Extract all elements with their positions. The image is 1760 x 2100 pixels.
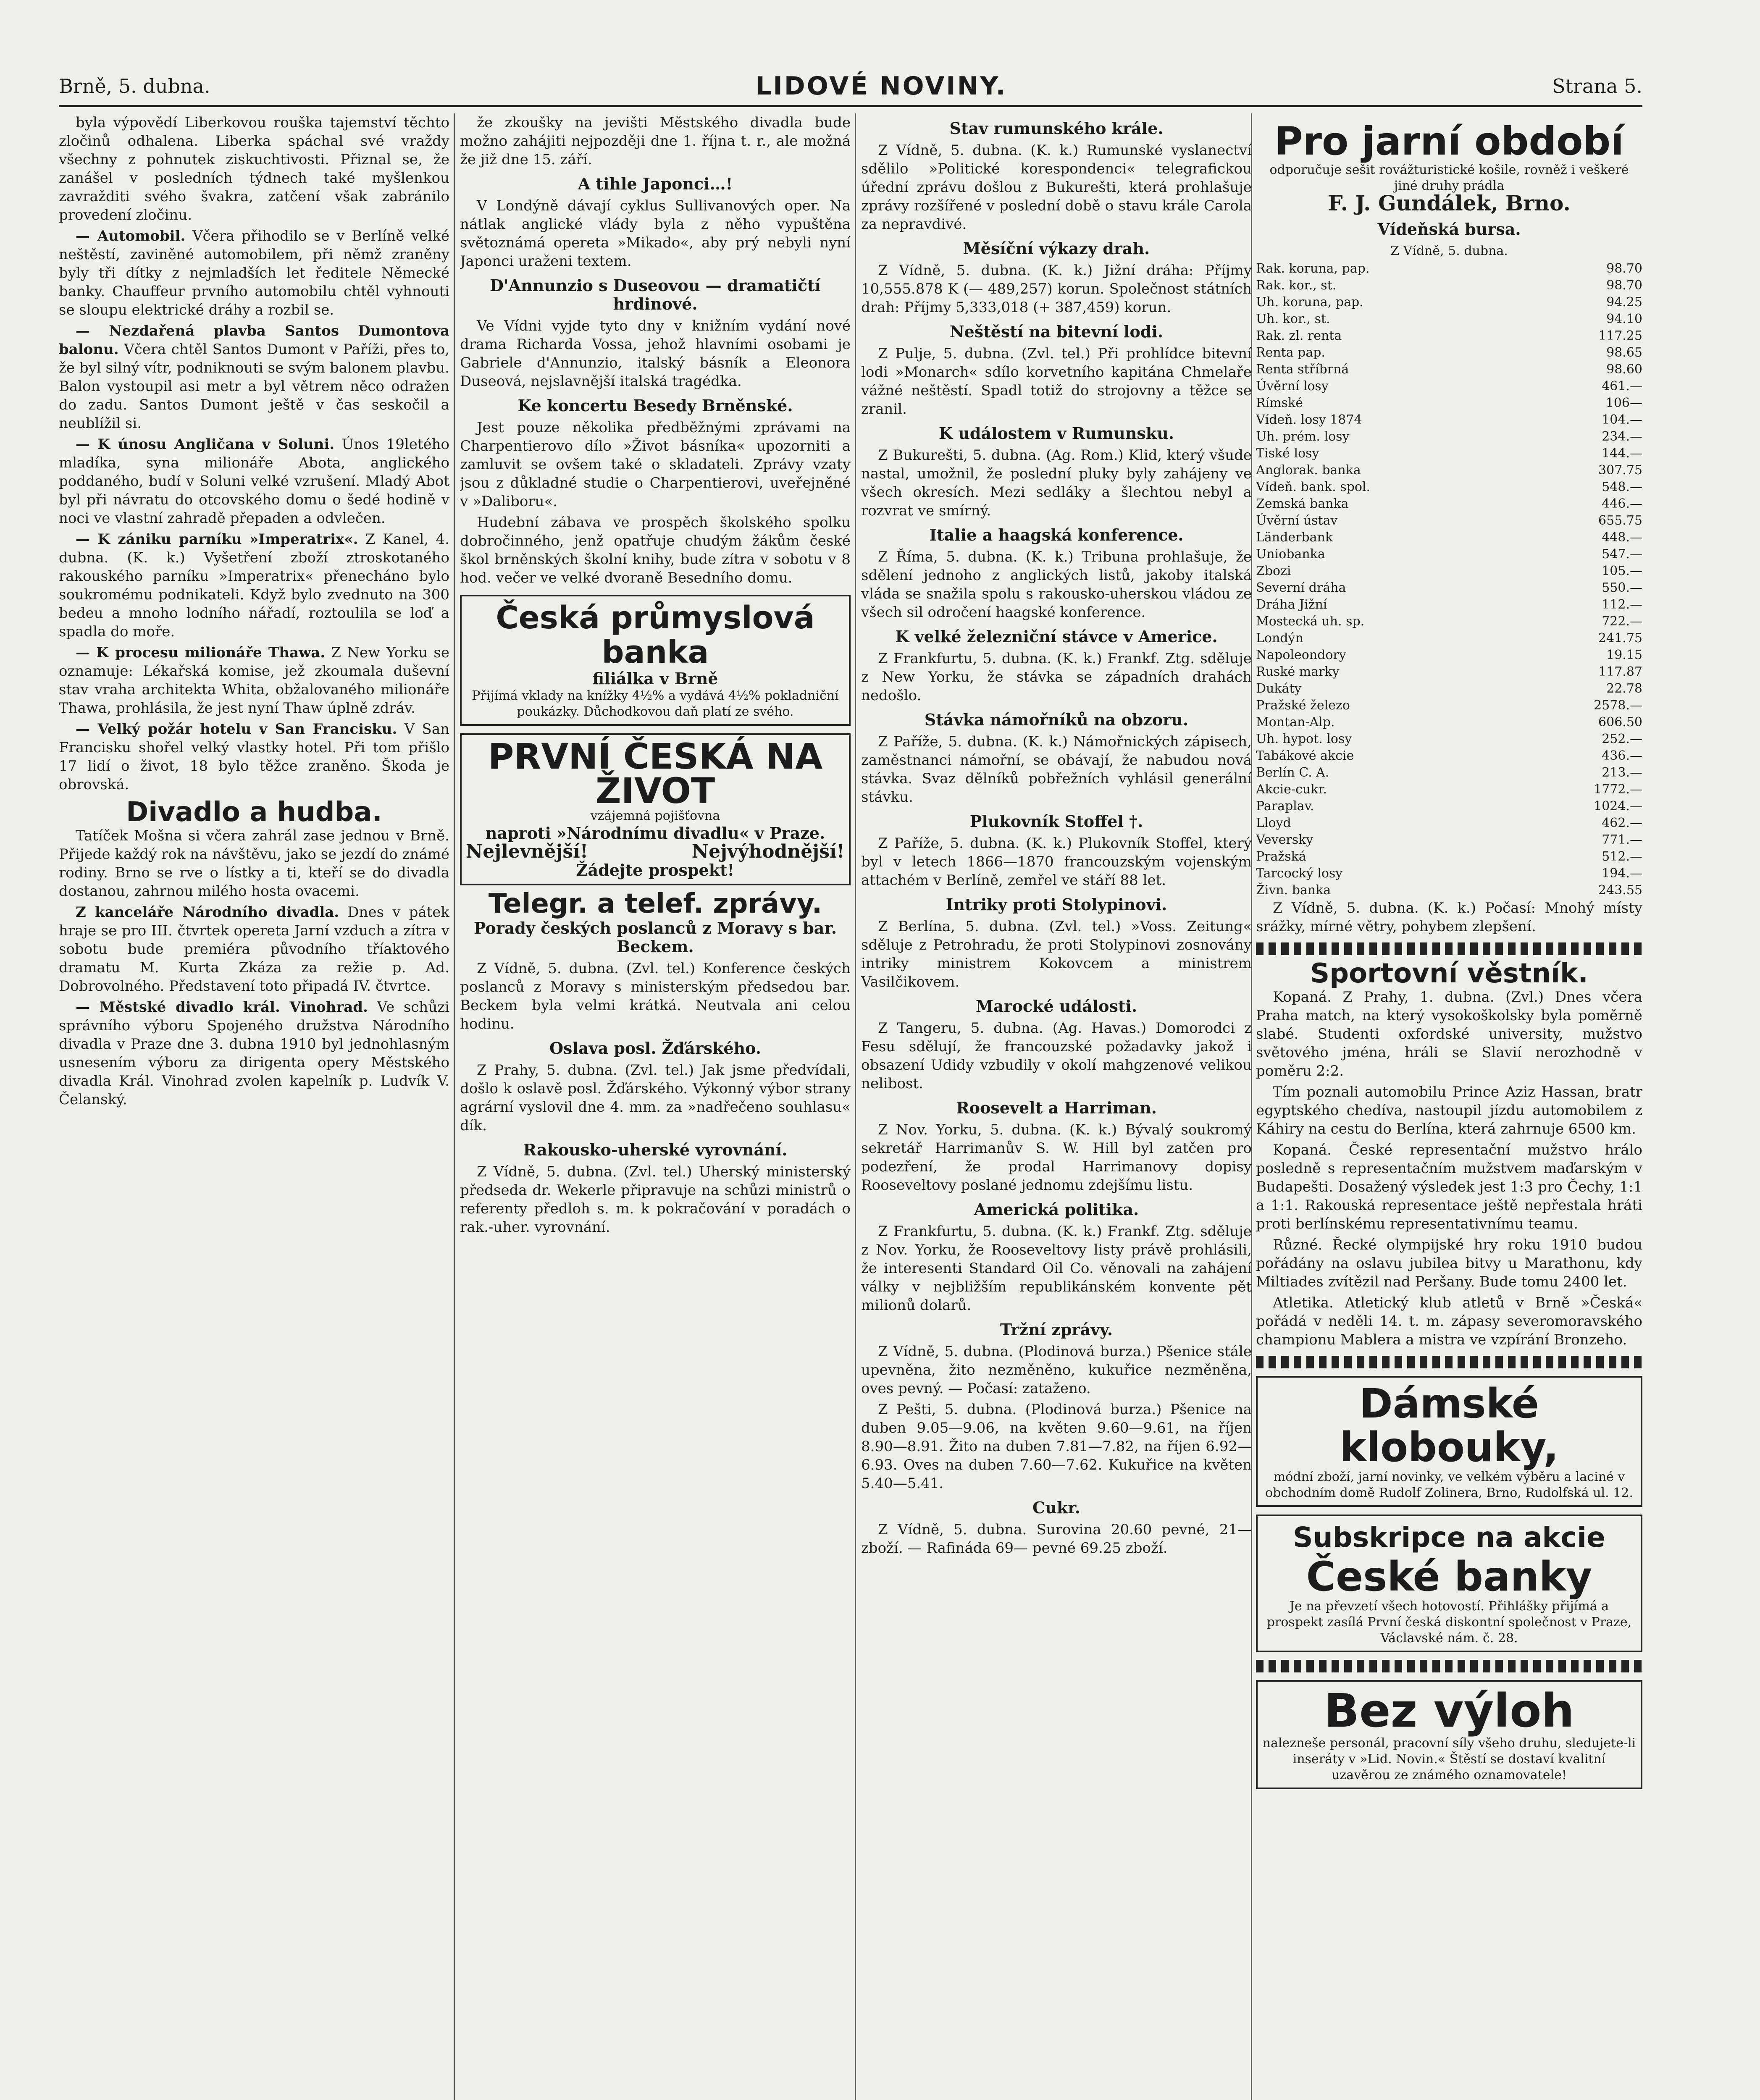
article-heading: — Velký požár hotelu v San Francisku. [76, 721, 397, 738]
bourse-value: 234.— [1602, 429, 1642, 444]
bourse-item: Vídeň. bank. spol. [1256, 480, 1371, 494]
bourse-row [1256, 647, 1642, 664]
section-heading: Sportovní věstník. [1310, 958, 1588, 989]
ad-title: Pro jarní období [1274, 119, 1624, 164]
article-text: Z Pešti, 5. dubna. (Plodinová burza.) Pšenice na duben 9.05—9.06, na květen 9.60—9.61, na říjen 8.90—8.91. Žito na duben 7.81—7.82, na říjen 6.92—6.93. Oves na duben 7.60—7.62. Kukuřice na květen 5.40—5.41. [861, 1401, 1252, 1492]
ad-subtitle: České banky [1306, 1553, 1592, 1600]
bourse-value: 22.78 [1606, 681, 1642, 696]
bourse-value: 547.— [1602, 547, 1642, 562]
bourse-value: 550.— [1602, 580, 1642, 595]
bourse-item: Uh. prém. losy [1256, 429, 1350, 444]
article-text: byla výpovědí Liberkovou rouška tajemství těchto zločinů odhalena. Liberka spáchal své vraždy všechny z pohnutek ziskuchtivosti. Přiznal se, že zanášel v posledních týdnech také myšlenkou zavražditi svého švakra, zatčení však zabránilo provedení zločinu. [59, 114, 449, 223]
article-heading: — K procesu milionáře Thawa. [76, 644, 326, 661]
article-text: V Londýně dávají cyklus Sullivanových oper. Na nátlak anglické vlády byla z něho vypuštěna světoznámá opereta »Mikado«, aby prý nebyli nyní Japonci uraženi textem. [460, 197, 851, 270]
article-heading: Roosevelt a Harriman. [956, 1098, 1157, 1117]
bourse-value: 98.70 [1606, 261, 1642, 276]
article-text: Včera chtěl Santos Dumont v Paříži, přes to, že byl silný vítr, podniknouti se svým balonem plavbu. Balon vystoupil asi metr a byl větrem něco odražen do zadu. Santos Dumont ještě v čas seskočil a neublížil si. [59, 341, 449, 432]
article-text: Z Tangeru, 5. dubna. (Ag. Havas.) Domorodci z Fesu sdělují, že francouzské požadavky jakož i obsazení Udidy vzbudily v okolí mahgzenové velikou nelibost. [861, 1020, 1252, 1092]
bourse-value: 117.87 [1598, 664, 1642, 679]
article-text: Z Pulje, 5. dubna. (Zvl. tel.) Při prohlídce bitevní lodi »Monarch« sdílo korvetního kapitána Chmelaře vážné neštěstí. Spadl totiž do strojovny a těžce se zranil. [861, 345, 1252, 417]
article-text: Z Kanel, 4. dubna. (K. k.) Vyšetření zboží ztroskotaného rakouského parníku »Imperatrix« přenecháno bylo soukromému podnikateli. Když bylo zvednuto na 300 bedeu a mnoho lodního nářadí, roztoulila se loď a spadla do moře. [59, 531, 449, 640]
advertisement-classifieds [1256, 1680, 1642, 1789]
bourse-value: 771.— [1602, 832, 1642, 847]
article-text: Kopaná. Z Prahy, 1. dubna. (Zvl.) Dnes včera Praha match, na který vysokoškolsky byla poměrně slabé. Studenti oxfordské university, mužstvo světového jména, hráli se Slavií nerozhodně v poměru 2:2. [1256, 989, 1642, 1079]
article-heading: Rakousko-uherské vyrovnání. [523, 1140, 788, 1159]
ad-subtitle: vzájemná pojišťovna [590, 808, 720, 823]
bourse-item: Zemská banka [1256, 496, 1349, 511]
bourse-value: 104.— [1602, 412, 1642, 427]
bourse-value: 19.15 [1606, 648, 1642, 662]
bourse-row [1256, 378, 1642, 395]
article-heading: Stávka námořníků na obzoru. [924, 710, 1189, 729]
article-heading: Z kanceláře Národního divadla. [76, 904, 339, 921]
bourse-item: Länderbank [1256, 530, 1333, 545]
bourse-value: 243.55 [1598, 883, 1642, 898]
bourse-row [1256, 479, 1642, 496]
ad-text: Přijímá vklady na knížky 4½% a vydává 4½% pokladniční poukázky. Důchodkovou daň platí ze svého. [472, 688, 839, 719]
bourse-value: 436.— [1602, 748, 1642, 763]
bourse-item: Tabákové akcie [1256, 748, 1354, 763]
ad-subtitle: filiálka v Brně [592, 669, 718, 688]
article-heading: — K zániku parníku »Imperatrix«. [76, 531, 358, 548]
column-rule [454, 113, 455, 2100]
article-heading: — Městské divadlo král. Vinohrad. [76, 999, 368, 1016]
article-text: Tím poznali automobilu Prince Aziz Hassan, bratr egyptského chedíva, nastoupil jízdu automobilem z Káhiry na cestu do Berlína, která zahrnuje 6500 km. [1256, 1084, 1642, 1137]
bourse-value: 2578.— [1594, 698, 1642, 713]
bourse-row [1256, 680, 1642, 697]
bourse-value: 252.— [1602, 732, 1642, 746]
bourse-item: Uh. koruna, pap. [1256, 295, 1363, 310]
bourse-value: 144.— [1602, 446, 1642, 461]
weather-report: Z Vídně, 5. dubna. (K. k.) Počasí: Mnohý místy srážky, mírné větry, pohybem zlepšení. [1256, 900, 1642, 935]
bourse-item: Mostecká uh. sp. [1256, 614, 1365, 629]
bourse-item: Pražská [1256, 849, 1306, 864]
bourse-value: 98.60 [1606, 362, 1642, 377]
bourse-item: Rímské [1256, 396, 1303, 410]
article-text: Z Frankfurtu, 5. dubna. (K. k.) Frankf. Ztg. sděluje z New Yorku, že stávka se západních drahách nedošlo. [861, 650, 1252, 704]
bourse-row [1256, 344, 1642, 361]
advertisement-insurance [460, 733, 851, 885]
bourse-item: Lloyd [1256, 816, 1291, 830]
bourse-value: 194.— [1602, 866, 1642, 881]
article-text: Z Prahy, 5. dubna. (Zvl. tel.) Jak jsme předvídali, došlo k oslavě posl. Žďárského. Výkonný výbor strany agrární vyslovil dne 4. mm. za »nadřečeno souhlasu« dík. [460, 1062, 851, 1134]
article-heading: Neštěstí na bitevní lodi. [949, 322, 1164, 341]
article-text: Z Vídně, 5. dubna. (Plodinová burza.) Pšenice stále upevněna, žito nezměněno, kukuřice nezměněna, oves pevný. — Počasí: zataženo. [861, 1343, 1252, 1397]
advertisement-bank [460, 595, 851, 726]
bourse-value: 98.65 [1606, 345, 1642, 360]
bourse-row [1256, 311, 1642, 328]
article-heading: Tržní zprávy. [1000, 1320, 1113, 1339]
bourse-row [1256, 731, 1642, 748]
column-3 [861, 113, 1252, 2100]
bourse-row [1256, 781, 1642, 798]
bourse-row [1256, 260, 1642, 277]
bourse-row [1256, 361, 1642, 378]
bourse-value: 461.— [1602, 379, 1642, 394]
bourse-row [1256, 764, 1642, 781]
article-text: Dnes v pátek hraje se pro III. čtvrtek opereta Jarní vzduch a zítra v sobotu bude premiéra původního tříaktového dramatu M. Kurta Zkáza za režie p. Ad. Dobrovolného. Představení toto připadá IV. čtvrtce. [59, 904, 449, 995]
bourse-item: Pražské železo [1256, 698, 1350, 713]
article-heading: Stav rumunského krále. [949, 119, 1164, 138]
article-text: Únos 19letého mladíka, syna milionáře Abota, anglického poddaného, budí v Soluni velké vzrušení. Mladý Abot byl při návratu do otcovského domu o šedé hodině v noci ve vlastní zahradě přepaden a odvlečen. [59, 436, 449, 527]
ad-slogan: Nejvýhodnější! [691, 841, 845, 862]
bourse-item: Napoleondory [1256, 648, 1346, 662]
bourse-item: Rak. koruna, pap. [1256, 261, 1370, 276]
article-heading: Oslava posl. Žďárského. [549, 1039, 762, 1058]
article-text: Z Vídně, 5. dubna. (Zvl. tel.) Uherský ministerský předseda dr. Wekerle připravuje na schůzi ministrů o referenty předloh s. m. k pokračování v poradách o rak.-uher. vyrovnání. [460, 1163, 851, 1236]
page-number: Strana 5. [1552, 75, 1642, 97]
article-text: Z Vídně, 5. dubna. (K. k.) Jižní dráha: Příjmy 10,555.878 K (— 489,257) korun. Společnost státních drah: Příjmy 5,333,018 (+ 387,459) korun. [861, 262, 1252, 316]
article-text: V San Francisku shořel velký vlastky hotel. Při tom přišlo 17 lidí o život, 18 bylo těžce zraněno. Škoda je obrovská. [59, 721, 449, 793]
article-text: Z Vídně, 5. dubna. (K. k.) Rumunské vyslanectví sdělilo »Politické korespondenci« telegrafickou úřední zprávu došlou z Bukurešti, která prohlašuje zprávy rozšířené v poslední době o stavu krále Carola za nepravdivé. [861, 142, 1252, 233]
bourse-value: 213.— [1602, 765, 1642, 780]
article-heading: D'Annunzio s Duseovou — dramatičtí hrdinové. [490, 276, 821, 313]
bourse-row [1256, 546, 1642, 563]
article-text: Z Berlína, 5. dubna. (Zvl. tel.) »Voss. Zeitung« sděluje z Petrohradu, že proti Stolypinovi zosnovány intriky ministrem Kokovcem a ministrem Vasilčikovem. [861, 918, 1252, 990]
bourse-item: Severní dráha [1256, 580, 1346, 595]
bourse-row [1256, 412, 1642, 428]
bourse-item: Dráha Jižní [1256, 597, 1327, 612]
bourse-value: 112.— [1602, 597, 1642, 612]
article-text: Z New Yorku se oznamuje: Lékařská komise, jež zkoumala duševní stav vraha architekta Whita, obžalovaného milionáře Thawa, prohlásila, že jest nyní Thaw úplně zdráv. [59, 644, 449, 717]
advertisement-subscription [1256, 1515, 1642, 1652]
bourse-item: Anglorak. banka [1256, 463, 1361, 478]
bourse-row [1256, 529, 1642, 546]
bourse-row [1256, 445, 1642, 462]
article-heading: Italie a haagská konference. [929, 525, 1184, 544]
bourse-value: 105.— [1602, 564, 1642, 578]
ornament-divider [1256, 942, 1642, 955]
article-heading: Intriky proti Stolypinovi. [946, 895, 1167, 914]
bourse-item: Ruské marky [1256, 664, 1340, 679]
section-heading: Telegr. a telef. zprávy. [488, 888, 822, 919]
bourse-item: Úvěrní ústav [1256, 513, 1338, 528]
bourse-value: 446.— [1602, 496, 1642, 511]
article-text: Z Paříže, 5. dubna. (K. k.) Námořnických zápisech, zaměstnanci námořní, se obávají, že nabudou nová stávka. Svaz dělníků pobřežních vyhlásil generální stávku. [861, 733, 1252, 806]
ad-title: Česká průmyslová banka [496, 600, 815, 670]
masthead-title: LIDOVÉ NOVINY. [755, 71, 1007, 101]
article-heading: K událostem v Rumunsku. [939, 424, 1174, 443]
bourse-row [1256, 832, 1642, 848]
column-rule [855, 113, 856, 2100]
article-text: Kopaná. České representační mužstvo hrálo posledně s representačním mužstvem maďarským v Budapešti. Dosažený výsledek jest 1:3 pro Čechy, 1:1 a 1:1. Rakouská representace ještě nepřestala hráti proti berlínskému representativnímu teamu. [1256, 1142, 1642, 1232]
ad-text: naproti »Národnímu divadlu« v Praze. [485, 824, 825, 843]
advertisement-gundalek [1256, 121, 1642, 213]
bourse-value: 94.25 [1606, 295, 1642, 310]
ad-title: Dámské klobouky, [1340, 1380, 1559, 1471]
header-date: Brně, 5. dubna. [59, 75, 210, 97]
bourse-item: Londýn [1256, 631, 1303, 646]
article-heading: Americká politika. [974, 1200, 1139, 1219]
bourse-item: Rak. kor., st. [1256, 278, 1337, 293]
bourse-row [1256, 664, 1642, 680]
bourse-row [1256, 865, 1642, 882]
article-text: Jest pouze několika předběžnými zprávami na Charpentierovo dílo »Život básníka« upozorniti a zamluvit se ovšem také o skladateli. Zprávy vzaty jsou z důkladné studie o Charpentierovi, uveřejněné v »Daliboru«. [460, 419, 851, 510]
bourse-row [1256, 613, 1642, 630]
ad-note: Žádejte prospekt! [576, 861, 735, 879]
article-heading: K velké železniční stávce v Americe. [895, 627, 1218, 646]
article-heading: — Nezdařená plavba Santos Dumontova balonu. [59, 323, 449, 358]
article-text: Tatíček Mošna si včera zahrál zase jednou v Brně. Přijede každý rok na návštěvu, jako se jezdí do známé rodiny. Brno se rve o lístky a ti, kteří se do divadla dostanou, zahrnou milého hosta ovacemi. [59, 827, 449, 900]
bourse-row [1256, 748, 1642, 764]
bourse-value: 94.10 [1606, 312, 1642, 326]
bourse-row [1256, 596, 1642, 613]
article-heading: — K únosu Angličana v Soluni. [76, 436, 335, 453]
bourse-value: 1024.— [1594, 799, 1642, 814]
article-text: Z Frankfurtu, 5. dubna. (K. k.) Frankf. Ztg. sděluje z Nov. Yorku, že Rooseveltovy listy právě prohlásili, že interesenti Standard Oil Co. věnovali na zahájení války v nejbližším republikánském konvente pět milionů dolarů. [861, 1223, 1252, 1314]
bourse-row [1256, 462, 1642, 479]
bourse-item: Renta pap. [1256, 345, 1325, 360]
bourse-value: 117.25 [1598, 328, 1642, 343]
article-text: že zkoušky na jevišti Městského divadla bude možno zahájiti nejpozději dne 1. října t. r., ale možná že již dne 15. září. [460, 114, 851, 168]
bourse-value: 548.— [1602, 480, 1642, 494]
article-heading: Vídeňská bursa. [1377, 220, 1521, 239]
bourse-value: 241.75 [1598, 631, 1642, 646]
article-text: Atletika. Atletický klub atletů v Brně »Česká« pořádá v neděli 14. t. m. zápasy severomoravského championu Mablera a mistra ve vzpírání Bronzeho. [1256, 1294, 1642, 1348]
bourse-row [1256, 428, 1642, 445]
ad-text: Je na převzetí všech hotovostí. Přihlášky přijímá a prospekt zasílá První česká diskontní společnost v Praze, Václavské nám. č. 28. [1266, 1599, 1632, 1646]
bourse-row [1256, 294, 1642, 311]
article-heading: Měsíční výkazy drah. [963, 239, 1150, 258]
bourse-row [1256, 882, 1642, 899]
column-4 [1256, 113, 1642, 2100]
article-text: Různé. Řecké olympijské hry roku 1910 budou pořádány na oslavu jubilea bitvy u Marathonu, kdy Miltiades zvítězil nad Peršany. Bude tomu 2400 let. [1256, 1236, 1642, 1290]
bourse-item: Zbozi [1256, 564, 1291, 578]
bourse-item: Rak. zl. renta [1256, 328, 1342, 343]
article-heading: A tihle Japonci…! [578, 174, 733, 193]
ornament-divider [1256, 1356, 1642, 1368]
bourse-value: 1772.— [1594, 782, 1642, 797]
bourse-item: Tarcocký losy [1256, 866, 1343, 881]
bourse-row [1256, 328, 1642, 344]
ad-title: PRVNÍ ČESKÁ NA ŽIVOT [488, 736, 823, 811]
section-heading: Divadlo a hudba. [126, 797, 382, 828]
article-text: Včera přihodilo se v Berlíně velké neštěstí, zaviněné automobilem, při němž zraněny byly tři dítky z nejmladších let ředitele Německé banky. Chauffeur prvního automobilu chtěl vyhnouti se sloupu elektrické dráhy a rozbil se. [59, 228, 449, 318]
bourse-item: Úvěrní losy [1256, 379, 1329, 394]
article-text: Ve schůzi správního výboru Spojeného družstva Národního divadla v Praze dne 3. dubna 1910 byl jednohlasným usnesením výboru za dirigenta opery Městského divadla Král. Vinohrad zvolen kapelník p. Ludvík V. Čelanský. [59, 999, 449, 1108]
ad-slogan: Nejlevnější! [466, 841, 588, 862]
article-heading: Cukr. [1032, 1498, 1080, 1517]
bourse-value: 106— [1605, 396, 1642, 410]
bourse-item: Montan-Alp. [1256, 715, 1335, 730]
bourse-row [1256, 848, 1642, 865]
article-text: Z Vídně, 5. dubna. Surovina 20.60 pevné, 21— zboží. — Rafináda 69— pevné 69.25 zboží. [861, 1521, 1252, 1557]
page-header [59, 67, 1642, 107]
bourse-item: Uh. hypot. losy [1256, 732, 1352, 746]
bourse-item: Tiské losy [1256, 446, 1319, 461]
bourse-row [1256, 395, 1642, 412]
bourse-row [1256, 697, 1642, 714]
article-text: Z Paříže, 5. dubna. (K. k.) Plukovník Stoffel, který byl v letech 1866—1870 francouzským vojenským attachém v Berlíně, zemřel ve stáří 88 let. [861, 835, 1252, 889]
article-heading: Ke koncertu Besedy Brněnské. [517, 396, 793, 415]
article-heading: Marocké události. [975, 997, 1137, 1016]
bourse-row [1256, 277, 1642, 294]
article-text: Hudební zábava ve prospěch školského spolku dobročinného, jenž opatřuje chudým žákům české škol brněnských školní knihy, bude zítra v sobotu v 8 hod. večer ve velké dvoraně Besedního domu. [460, 514, 851, 586]
ad-title: Subskripce na akcie [1293, 1521, 1605, 1554]
advertisement-hats [1256, 1376, 1642, 1507]
ad-subtitle: F. J. Gundálek, Brno. [1328, 191, 1571, 215]
bourse-table [1256, 260, 1642, 899]
bourse-value: 448.— [1602, 530, 1642, 545]
bourse-value: 512.— [1602, 849, 1642, 864]
column-2 [460, 113, 851, 2100]
bourse-item: Živn. banka [1256, 883, 1331, 898]
bourse-item: Akcie-cukr. [1256, 782, 1327, 797]
article-text: Z Nov. Yorku, 5. dubna. (K. k.) Bývalý soukromý sekretář Harrimanův S. W. Hill byl zatčen pro podezření, že prodal Harrimanovy dopisy Rooseveltovy poslané jednomu zdejšímu listu. [861, 1121, 1252, 1194]
article-text: Z Říma, 5. dubna. (K. k.) Tribuna prohlašuje, že sdělení jednoho z anglických listů, jakoby italská vláda se snažila spolu s rakousko-uherskou vládou ze všech sil odročení haagské konference. [861, 549, 1252, 621]
bourse-row [1256, 714, 1642, 731]
bourse-value: 462.— [1602, 816, 1642, 830]
bourse-date: Z Vídně, 5. dubna. [1390, 244, 1508, 258]
ad-text: módní zboží, jarní novinky, ve velkém výběru a laciné v obchodním domě Rudolf Zolinera, Brno, Rudolfská ul. 12. [1265, 1470, 1633, 1500]
ad-text: odporučuje sešit rovážturistické košile, rovněž i veškeré jiné druhy prádla [1269, 163, 1629, 193]
bourse-value: 307.75 [1598, 463, 1642, 478]
bourse-row [1256, 815, 1642, 832]
article-text: Ve Vídni vyjde tyto dny v knižním vydání nové drama Richarda Vossa, jehož hlavními osobami je Gabriele d'Annunzio, italský básník a Eleonora Duseová, nejslavnější italská tragédka. [460, 318, 851, 390]
bourse-row [1256, 630, 1642, 647]
bourse-item: Renta stříbrná [1256, 362, 1349, 377]
column-1 [59, 113, 449, 2100]
bourse-item: Berlín C. A. [1256, 765, 1329, 780]
bourse-row [1256, 580, 1642, 596]
article-heading: Plukovník Stoffel †. [969, 812, 1143, 831]
article-heading: Porady českých poslanců z Moravy s bar. Beckem. [473, 919, 837, 956]
ad-text: nalezneše personál, pracovní síly všeho druhu, sledujete-li inseráty v »Lid. Novin.« Štěstí se dostaví kvalitní uzavěrou ze známého oznamovatele! [1262, 1736, 1636, 1782]
ad-title: Bez výloh [1324, 1684, 1574, 1738]
bourse-row [1256, 563, 1642, 580]
ornament-divider [1256, 1660, 1642, 1672]
bourse-item: Uh. kor., st. [1256, 312, 1330, 326]
bourse-row [1256, 496, 1642, 512]
bourse-row [1256, 512, 1642, 529]
bourse-item: Dukáty [1256, 681, 1302, 696]
bourse-item: Veversky [1256, 832, 1313, 847]
article-heading: — Automobil. [76, 228, 186, 244]
article-text: Z Bukurešti, 5. dubna. (Ag. Rom.) Klid, který všude nastal, umožnil, že poslední pluky byly zahájeny ve všech okresích. Mezi sedláky a šlechtou nebyl a rozvrat ve smírný. [861, 447, 1252, 519]
bourse-item: Paraplav. [1256, 799, 1314, 814]
bourse-item: Uniobanka [1256, 547, 1325, 562]
bourse-value: 98.70 [1606, 278, 1642, 293]
bourse-item: Vídeň. losy 1874 [1256, 412, 1362, 427]
bourse-value: 655.75 [1598, 513, 1642, 528]
bourse-row [1256, 798, 1642, 815]
article-text: Z Vídně, 5. dubna. (Zvl. tel.) Konference českých poslanců z Moravy s ministerským předsedou bar. Beckem byla velmi krátká. Neutvala ani celou hodinu. [460, 960, 851, 1032]
bourse-value: 722.— [1602, 614, 1642, 629]
bourse-value: 606.50 [1598, 715, 1642, 730]
